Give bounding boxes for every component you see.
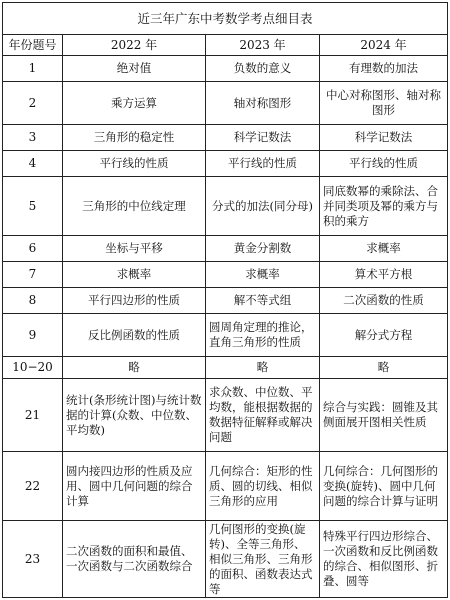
topic-2024: 同底数幂的乘除法、合并同类项及幂的乘方与积的乘方 (320, 177, 448, 236)
topic-2023: 黄金分割数 (206, 236, 320, 262)
column-header-year-question: 年份题号 (3, 35, 63, 56)
topic-2022: 平行四边形的性质 (63, 288, 206, 314)
topic-2023: 圆周角定理的推论，直角三角形的性质 (206, 314, 320, 357)
question-number: 10−20 (3, 357, 63, 379)
topic-2024: 有理数的加法 (320, 56, 448, 82)
topic-2024: 几何综合：几何图形的变换(旋转)、圆中几何问题的综合计算与证明 (320, 452, 448, 521)
topic-2023: 分式的加法(同分母) (206, 177, 320, 236)
topic-2022: 绝对值 (63, 56, 206, 82)
topic-2023: 略 (206, 357, 320, 379)
header-row (3, 35, 448, 56)
topic-2022: 圆内接四边形的性质及应用、圆中几何问题的综合计算 (63, 452, 206, 521)
topic-2024: 综合与实践：圆锥及其侧面展开图相关性质 (320, 379, 448, 452)
table-row (3, 288, 448, 314)
question-number: 5 (3, 177, 63, 236)
topic-2023: 轴对称图形 (206, 82, 320, 125)
topic-2022: 二次函数的面积和最值、一次函数与二次函数综合 (63, 521, 206, 598)
topic-2023: 几何综合：矩形的性质、圆的切线、相似三角形的应用 (206, 452, 320, 521)
column-header-2023: 2023 年 (206, 35, 320, 56)
topic-2024: 算术平方根 (320, 262, 448, 288)
topic-2023: 解不等式组 (206, 288, 320, 314)
question-number: 7 (3, 262, 63, 288)
topic-2022: 乘方运算 (63, 82, 206, 125)
topic-2022: 坐标与平移 (63, 236, 206, 262)
table-row (3, 314, 448, 357)
table-row (3, 379, 448, 452)
table-row (3, 236, 448, 262)
topic-2024: 略 (320, 357, 448, 379)
topic-2023: 负数的意义 (206, 56, 320, 82)
question-number: 6 (3, 236, 63, 262)
column-header-2024: 2024 年 (320, 35, 448, 56)
question-number: 2 (3, 82, 63, 125)
topic-2022: 反比例函数的性质 (63, 314, 206, 357)
topic-2023: 几何图形的变换(旋转)、全等三角形、相似三角形、三角形的面积、函数表达式等 (206, 521, 320, 598)
table-row (3, 125, 448, 151)
question-number: 4 (3, 151, 63, 177)
question-number: 23 (3, 521, 63, 598)
table-row (3, 177, 448, 236)
question-number: 8 (3, 288, 63, 314)
question-number: 3 (3, 125, 63, 151)
table-row (3, 521, 448, 598)
question-number: 21 (3, 379, 63, 452)
table-row (3, 452, 448, 521)
topic-2024: 解分式方程 (320, 314, 448, 357)
topic-2023: 科学记数法 (206, 125, 320, 151)
topic-2022: 求概率 (63, 262, 206, 288)
exam-topic-table (2, 2, 448, 598)
topic-2022: 平行线的性质 (63, 151, 206, 177)
topic-2022: 统计(条形统计图)与统计数据的计算(众数、中位数、平均数) (63, 379, 206, 452)
topic-2022: 略 (63, 357, 206, 379)
topic-2024: 特殊平行四边形综合、一次函数和反比例函数的综合、相似图形、折叠、圆等 (320, 521, 448, 598)
topic-2022: 三角形的稳定性 (63, 125, 206, 151)
column-header-2022: 2022 年 (63, 35, 206, 56)
table-row (3, 357, 448, 379)
topic-2022: 三角形的中位线定理 (63, 177, 206, 236)
topic-2023: 求概率 (206, 262, 320, 288)
topic-2024: 二次函数的性质 (320, 288, 448, 314)
table-title: 近三年广东中考数学考点细目表 (3, 3, 448, 35)
exam-topic-table-container (2, 2, 447, 597)
topic-2024: 平行线的性质 (320, 151, 448, 177)
topic-2024: 中心对称图形、轴对称图形 (320, 82, 448, 125)
table-row (3, 151, 448, 177)
table-row (3, 56, 448, 82)
title-row (3, 3, 448, 35)
topic-2024: 科学记数法 (320, 125, 448, 151)
table-row (3, 262, 448, 288)
question-number: 22 (3, 452, 63, 521)
topic-2023: 求众数、中位数、平均数，能根据数据的数据特征解释或解决问题 (206, 379, 320, 452)
table-row (3, 82, 448, 125)
topic-2023: 平行线的性质 (206, 151, 320, 177)
question-number: 1 (3, 56, 63, 82)
topic-2024: 求概率 (320, 236, 448, 262)
question-number: 9 (3, 314, 63, 357)
